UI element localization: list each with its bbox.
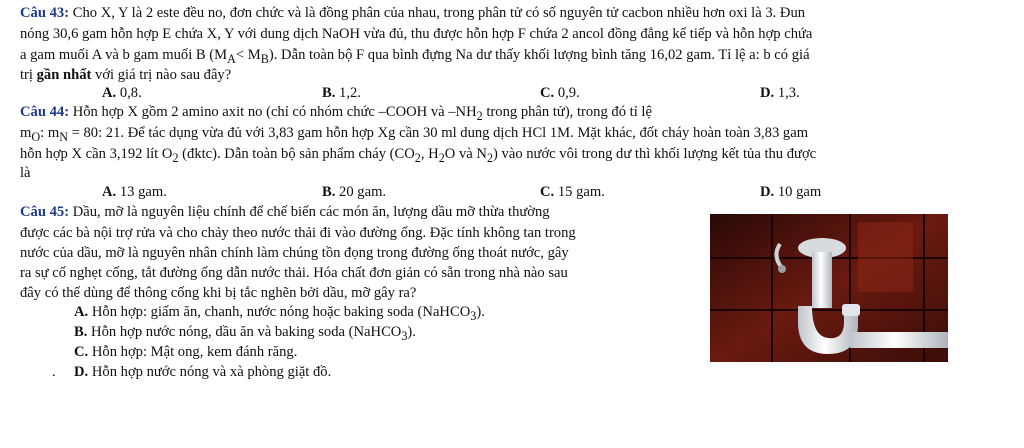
q43-line-3 — [20, 46, 810, 68]
q45-line-4 — [20, 264, 568, 282]
q44-text-2c: = 80: 21. Để tác dụng vừa đủ với 3,83 gam hỗn hợp Xg cần 30 ml dung dịch HCl 1M. Mặt khác, đốt cháy hoàn toàn 3,83 gam — [67, 125, 809, 141]
q44-text-3a: hỗn hợp X cần 3,192 lít O — [20, 146, 173, 162]
q44-sub-3: 2 — [438, 150, 445, 165]
q45-option-c — [74, 343, 297, 361]
q43-option-a — [102, 84, 142, 102]
q44-line-1 — [20, 103, 652, 125]
q45-text-4: ra sự cố nghẹt cống, tắt đường ống dẫn nước thải. Hóa chất đơn giản có sẵn trong nhà nào sau — [20, 265, 568, 281]
option-label: B. — [322, 85, 336, 101]
sink-pipe-photo — [710, 214, 948, 362]
q45-option-b — [74, 323, 416, 345]
q44-text-2a: m — [20, 125, 32, 141]
option-label: D. — [74, 364, 89, 380]
pipe-outlet — [850, 332, 948, 348]
q44-text-3d: O và N — [444, 146, 487, 162]
option-label: B. — [322, 184, 336, 200]
q44-text-1b: trong phân tử), trong đó tỉ lệ — [482, 104, 652, 120]
option-label: A. — [102, 184, 117, 200]
option-text: Hỗn hợp: giấm ăn, chanh, nước nóng hoặc baking soda (NaHCO — [91, 304, 471, 320]
option-sub: 3 — [470, 308, 477, 323]
q45-option-d — [74, 363, 331, 381]
option-label: A. — [102, 85, 117, 101]
q44-sub-n: N — [59, 129, 68, 144]
option-text: 0,8. — [119, 85, 142, 101]
option-sub: 3 — [401, 328, 408, 343]
q43-sub-a: A — [227, 51, 236, 66]
pipe-joint — [842, 304, 860, 316]
q43-line-1 — [20, 4, 805, 22]
option-text: Hỗn hợp nước nóng, dầu ăn và baking soda (NaHCO — [91, 324, 402, 340]
option-text: 15 gam. — [557, 184, 605, 200]
q43-text-4c: với giá trị nào sau đây? — [91, 67, 232, 83]
option-text: Hỗn hợp: Mật ong, kem đánh răng. — [91, 344, 298, 360]
q45-line-3 — [20, 244, 569, 262]
q44-option-b — [322, 183, 386, 201]
option-label: C. — [540, 184, 555, 200]
q43-text-3c: ). Dẫn toàn bộ F qua bình đựng Na dư thấy khối lượng bình tăng 16,02 gam. Tỉ lệ a: b có giá — [268, 47, 810, 63]
pipe-vertical — [812, 252, 832, 308]
q44-text-3b: (đktc). Dẫn toàn bộ sản phẩm cháy (CO — [178, 146, 415, 162]
q43-line-4 — [20, 66, 231, 84]
q43-sub-b: B — [260, 51, 269, 66]
tile-highlight — [858, 222, 913, 292]
q44-sub-o: O — [31, 129, 41, 144]
q43-text-3a: a gam muối A và b gam muối B (M — [20, 47, 228, 63]
pipe-illustration — [710, 214, 948, 362]
q44-sub-1: 2 — [172, 150, 179, 165]
q45-text-3: nước của dầu, mỡ là nguyên nhân chính làm chúng tồn đọng trong đường ống thoát nước, gây — [20, 245, 569, 261]
q43-text-3b: < M — [235, 47, 261, 63]
option-text: 1,3. — [777, 85, 800, 101]
q45-text-1: Dầu, mỡ là nguyên liệu chính để chế biến các món ăn, lượng dầu mỡ thừa thường — [72, 204, 550, 220]
q44-text-3c: , H — [420, 146, 439, 162]
option-tail: ). — [476, 304, 485, 320]
q43-text-4b: gần nhất — [36, 67, 92, 83]
q45-label: Câu 45: — [20, 204, 70, 220]
q44-option-d — [760, 183, 821, 201]
q43-option-d — [760, 84, 800, 102]
option-text: 0,9. — [557, 85, 580, 101]
q45-text-2: được các bà nội trợ rửa và cho chảy theo nước thải đi vào đường ống. Đặc tính không tan trong — [20, 225, 576, 241]
option-text: 20 gam. — [339, 184, 387, 200]
option-label: C. — [74, 344, 89, 360]
q44-line-4 — [20, 164, 31, 182]
q45-line-1 — [20, 203, 550, 221]
q44-option-c — [540, 183, 605, 201]
option-text: Hỗn hợp nước nóng và xà phòng giặt đồ. — [91, 364, 332, 380]
q44-text-3e: ) vào nước vôi trong dư thì khối lượng kết tủa thu được — [493, 146, 817, 162]
q44-line-2 — [20, 124, 808, 146]
q44-text-1a: Hỗn hợp X gồm 2 amino axit no (chỉ có nhóm chức –COOH và –NH — [72, 104, 477, 120]
option-label: B. — [74, 324, 88, 340]
q44-text-4: là — [20, 165, 31, 181]
q43-label: Câu 43: — [20, 5, 70, 21]
q45-line-2 — [20, 224, 576, 242]
q44-sub-2: 2 — [414, 150, 421, 165]
q44-text-2b: : m — [40, 125, 60, 141]
q45-stray-mark: . — [52, 364, 56, 380]
q44-label: Câu 44: — [20, 104, 70, 120]
q43-text-1: Cho X, Y là 2 este đều no, đơn chức và là đồng phân của nhau, trong phân tử có số nguyên tử cacbon nhiều hơn oxi là 3. Đun — [72, 5, 806, 21]
valve-knob — [778, 265, 786, 273]
q44-sub: 2 — [476, 108, 483, 123]
q45-text-5: đây có thể dùng để thông cống khi bị tắc nghẽn bởi dầu, mỡ gây ra? — [20, 285, 417, 301]
q45-option-a — [74, 303, 485, 325]
option-label: A. — [74, 304, 89, 320]
option-label: D. — [760, 184, 775, 200]
q45-line-5 — [20, 284, 416, 302]
option-tail: ). — [407, 324, 416, 340]
q43-text-4a: trị — [20, 67, 37, 83]
q43-option-b — [322, 84, 361, 102]
option-text: 1,2. — [339, 85, 361, 101]
q43-option-c — [540, 84, 580, 102]
q44-option-a — [102, 183, 167, 201]
q43-line-2 — [20, 25, 812, 43]
option-label: D. — [760, 85, 775, 101]
q44-sub-4: 2 — [486, 150, 494, 165]
option-label: C. — [540, 85, 555, 101]
option-text: 13 gam. — [119, 184, 167, 200]
q44-line-3 — [20, 145, 816, 167]
option-text: 10 gam — [777, 184, 822, 200]
q43-text-2: nóng 30,6 gam hỗn hợp E chứa X, Y với dung dịch NaOH vừa đủ, thu được hỗn hợp F chứa 2 ancol đồng đẳng kế tiếp và hỗn hợp chứa — [20, 26, 813, 42]
